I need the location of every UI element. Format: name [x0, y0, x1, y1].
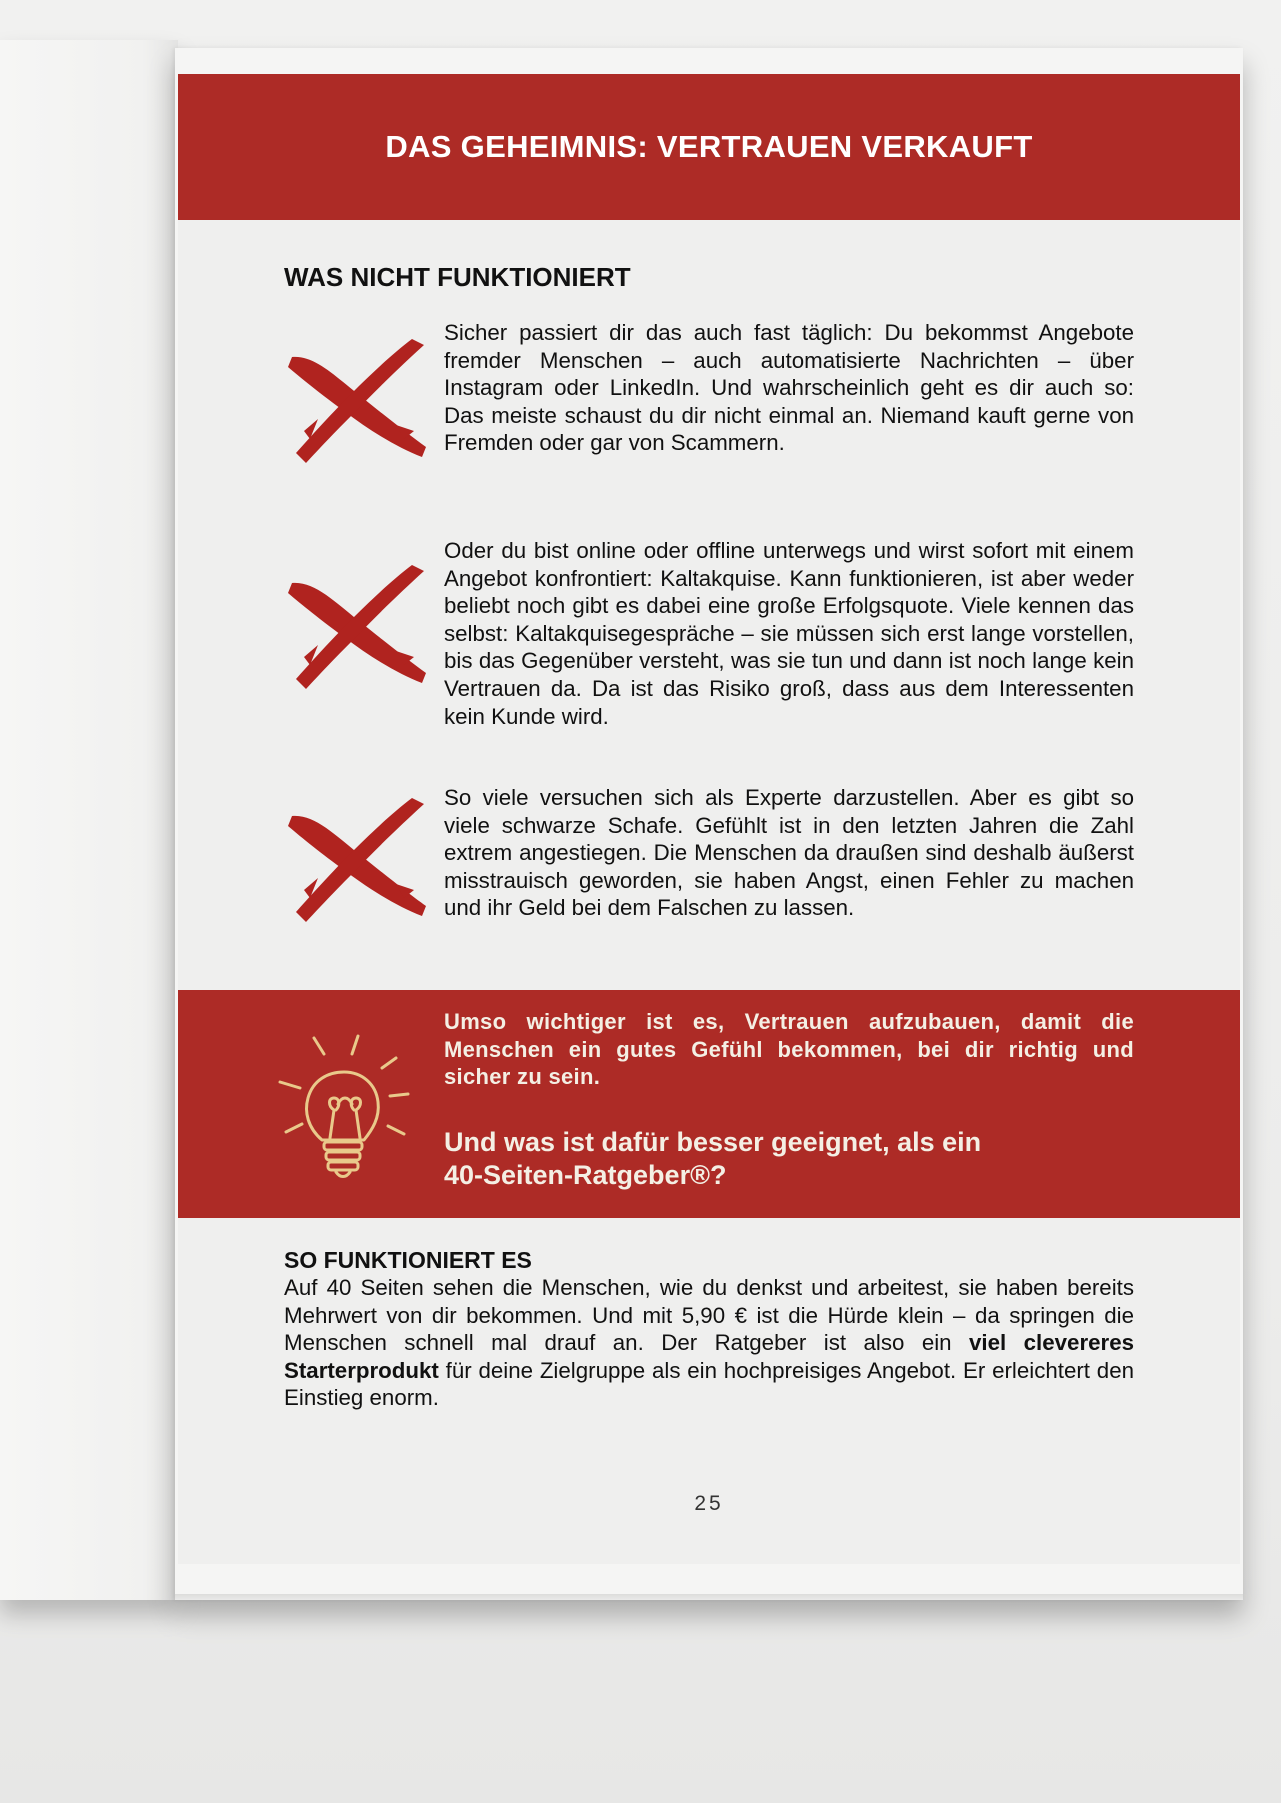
- tip-question-line2: 40-Seiten-Ratgeber®?: [444, 1160, 727, 1190]
- booklet-page: [175, 48, 1243, 1600]
- tip-text: Umso wichtiger ist es, Vertrauen aufzubauen, damit die Menschen ein gutes Gefühl bekommen, bei dir richtig und sicher zu sein.: [444, 1009, 1134, 1089]
- how-it-works-text-start: Auf 40 Seiten sehen die Menschen, wie du denkst und arbeitest, sie haben bereits Mehrwert von dir bekommen. Und mit 5,90 € ist die Hürde klein – da springen die Menschen schnell mal drauf an. Der Ratgeber ist also ein: [284, 1275, 1134, 1356]
- how-it-works-section: [284, 1246, 1134, 1412]
- lightbulb-icon: [278, 1032, 414, 1182]
- how-it-works-text: [284, 1274, 1134, 1412]
- how-it-works-heading: SO FUNKTIONIERT ES: [284, 1247, 532, 1273]
- section-heading: WAS NICHT FUNKTIONIERT: [284, 262, 631, 292]
- how-it-works-text-end: für deine Zielgruppe als ein hochpreisiges Angebot. Er erleichtert den Einstieg enorm.: [284, 1357, 1134, 1411]
- tip-question-line1: Und was ist dafür besser geeignet, als ein: [444, 1127, 982, 1157]
- page-content: [178, 74, 1240, 1564]
- how-it-works-text-bold: viel clevereres Starterprodukt: [284, 1330, 1134, 1383]
- title-band: [178, 74, 1240, 220]
- cross-icon: [284, 335, 430, 465]
- point-text: Oder du bist online oder offline unterwegs und wirst sofort mit einem Angebot konfrontiert: Kaltakquise. Kann funktionieren, ist aber weder beliebt noch gibt es dabei eine große Erfolgsquote. Viele kennen das selbst: Kaltakquisegespräche – sie müssen sich erst lange vorstellen, bis das Gegenüber versteht, was sie tun und dann ist noch lange kein Vertrauen da. Da ist das Risiko groß, dass aus dem Interessenten kein Kunde wird.: [444, 538, 1134, 729]
- page-edge: [175, 1594, 1243, 1600]
- tip-question: [444, 1126, 1134, 1192]
- tip-band: [178, 990, 1240, 1218]
- page-number: 25: [694, 1492, 724, 1515]
- point-text: So viele versuchen sich als Experte darzustellen. Aber es gibt so viele schwarze Schafe. Gefühlt ist in den letzten Jahren die Zahl extrem angestiegen. Die Menschen da draußen sind deshalb äußerst misstrauisch geworden, sie haben Angst, einen Fehler zu machen und ihr Geld bei dem Falschen zu lassen.: [444, 785, 1134, 921]
- cross-icon: [284, 561, 430, 691]
- left-page: [0, 40, 178, 1600]
- cross-icon: [284, 794, 430, 924]
- page-title: DAS GEHEIMNIS: VERTRAUEN VERKAUFT: [385, 129, 1033, 164]
- point-text: Sicher passiert dir das auch fast täglich: Du bekommst Angebote fremder Menschen – auch automatisierte Nachrichten – über Instagram oder LinkedIn. Und wahrscheinlich geht es dir auch so: Das meiste schaust du dir nicht einmal an. Niemand kauft gerne von Fremden oder gar von Scammern.: [444, 320, 1134, 456]
